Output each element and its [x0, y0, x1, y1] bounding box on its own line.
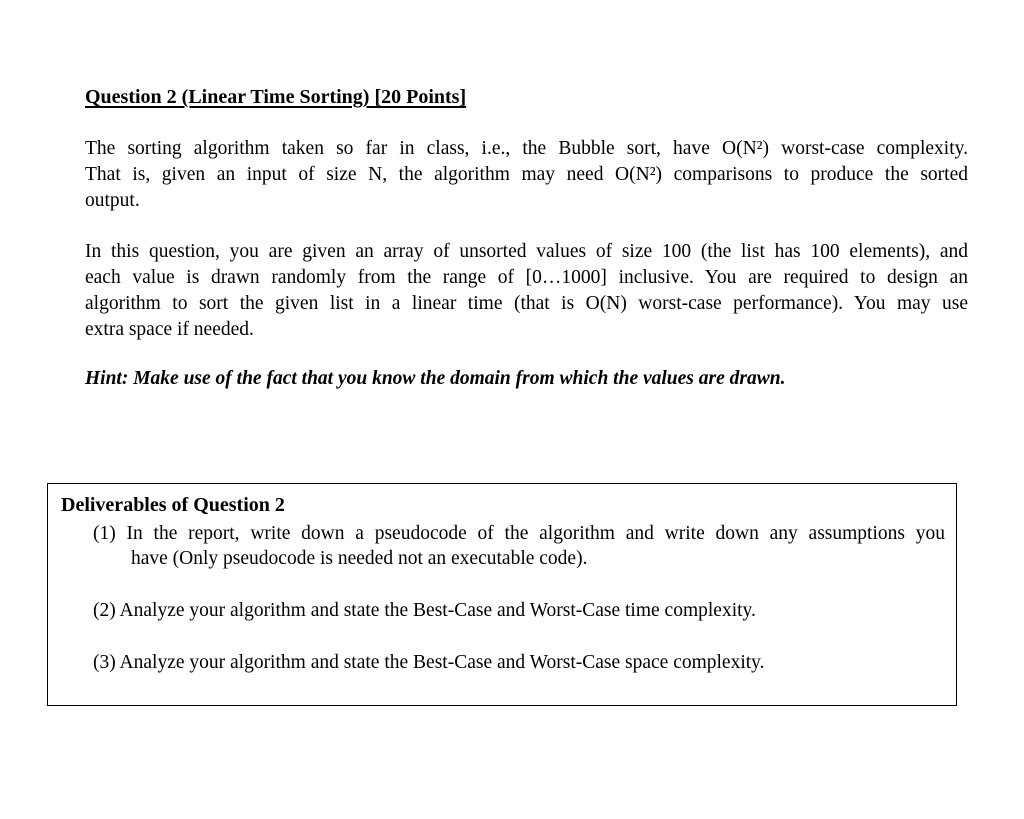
deliverables-box	[47, 483, 957, 706]
deliverable-line: have (Only pseudocode is needed not an executable code).	[131, 548, 588, 569]
paragraph-line: each value is drawn randomly from the range of [0…1000] inclusive. You are required to design an	[85, 267, 968, 288]
task-paragraph	[85, 239, 968, 343]
deliverables-title: Deliverables of Question 2	[61, 494, 285, 516]
deliverable-item-2: (2) Analyze your algorithm and state the Best-Case and Worst-Case time complexity.	[93, 600, 756, 621]
paragraph-line: output.	[85, 190, 140, 211]
hint-text: Hint: Make use of the fact that you know the domain from which the values are drawn.	[85, 368, 786, 389]
paragraph-line: The sorting algorithm taken so far in class, i.e., the Bubble sort, have O(N²) worst-case complexity.	[85, 138, 968, 159]
problem-paragraph	[85, 136, 968, 214]
paragraph-line: In this question, you are given an array of unsorted values of size 100 (the list has 100 elements), and	[85, 241, 968, 262]
deliverable-item-1	[93, 521, 945, 571]
paragraph-line: extra space if needed.	[85, 319, 254, 340]
question-heading: Question 2 (Linear Time Sorting) [20 Points]	[85, 86, 467, 108]
deliverable-item-3: (3) Analyze your algorithm and state the Best-Case and Worst-Case space complexity.	[93, 652, 765, 673]
deliverable-line: (1) In the report, write down a pseudocode of the algorithm and write down any assumptions you	[93, 523, 945, 544]
paragraph-line: That is, given an input of size N, the algorithm may need O(N²) comparisons to produce the sorted	[85, 164, 968, 185]
paragraph-line: algorithm to sort the given list in a linear time (that is O(N) worst-case performance). You may use	[85, 293, 968, 314]
